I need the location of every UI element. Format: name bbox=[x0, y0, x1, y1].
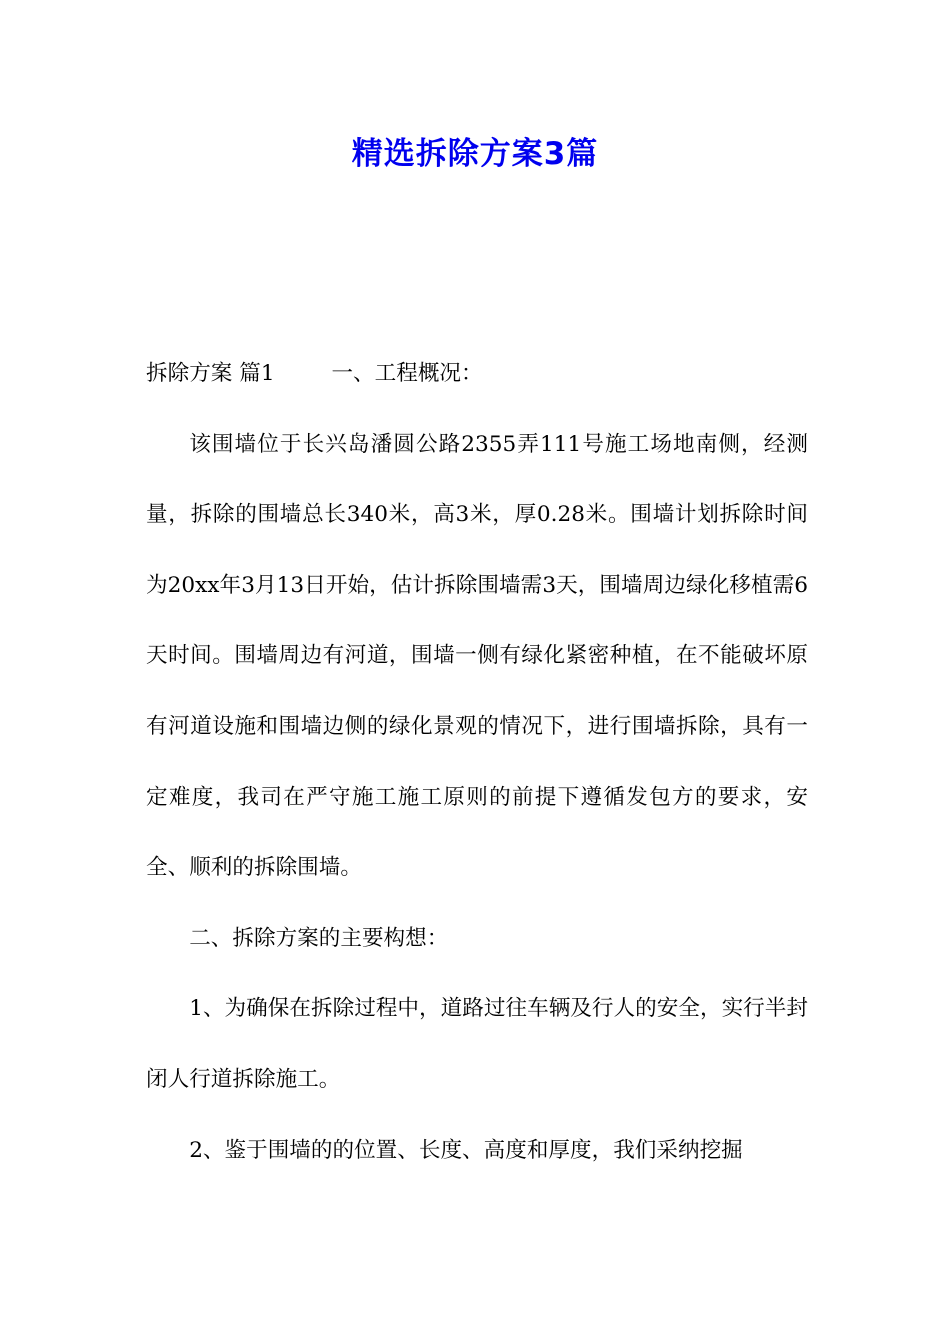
section-header-line bbox=[146, 339, 808, 410]
heading-main-concept: 二、拆除方案的主要构想： bbox=[189, 925, 449, 951]
paragraph-overview: 该围墙位于长兴岛潘圆公路2355弄111号施工场地南侧，经测量，拆除的围墙总长340米，高3米，厚0.28米。围墙计划拆除时间为20xx年3月13日开始，估计拆除围墙需3天，围墙周边绿化移植需6天时间。围墙周边有河道，围墙一侧有绿化紧密种植，在不能破坏原有河道设施和围墙边侧的绿化景观的情况下，进行围墙拆除，具有一定难度，我司在严守施工施工原则的前提下遵循发包方的要求，安全、顺利的拆除围墙。 bbox=[146, 431, 808, 881]
document-title: 精选拆除方案3篇 bbox=[351, 136, 599, 172]
heading-project-overview: 一、工程概况： bbox=[331, 361, 483, 386]
list-item-1: 1、为确保在拆除过程中，道路过往车辆及行人的安全，实行半封闭人行道拆除施工。 bbox=[146, 996, 808, 1092]
section-label: 拆除方案 篇1 bbox=[146, 361, 275, 386]
list-item-2: 2、鉴于围墙的的位置、长度、高度和厚度，我们采纳挖掘 bbox=[189, 1137, 743, 1163]
document-body bbox=[146, 339, 808, 1186]
